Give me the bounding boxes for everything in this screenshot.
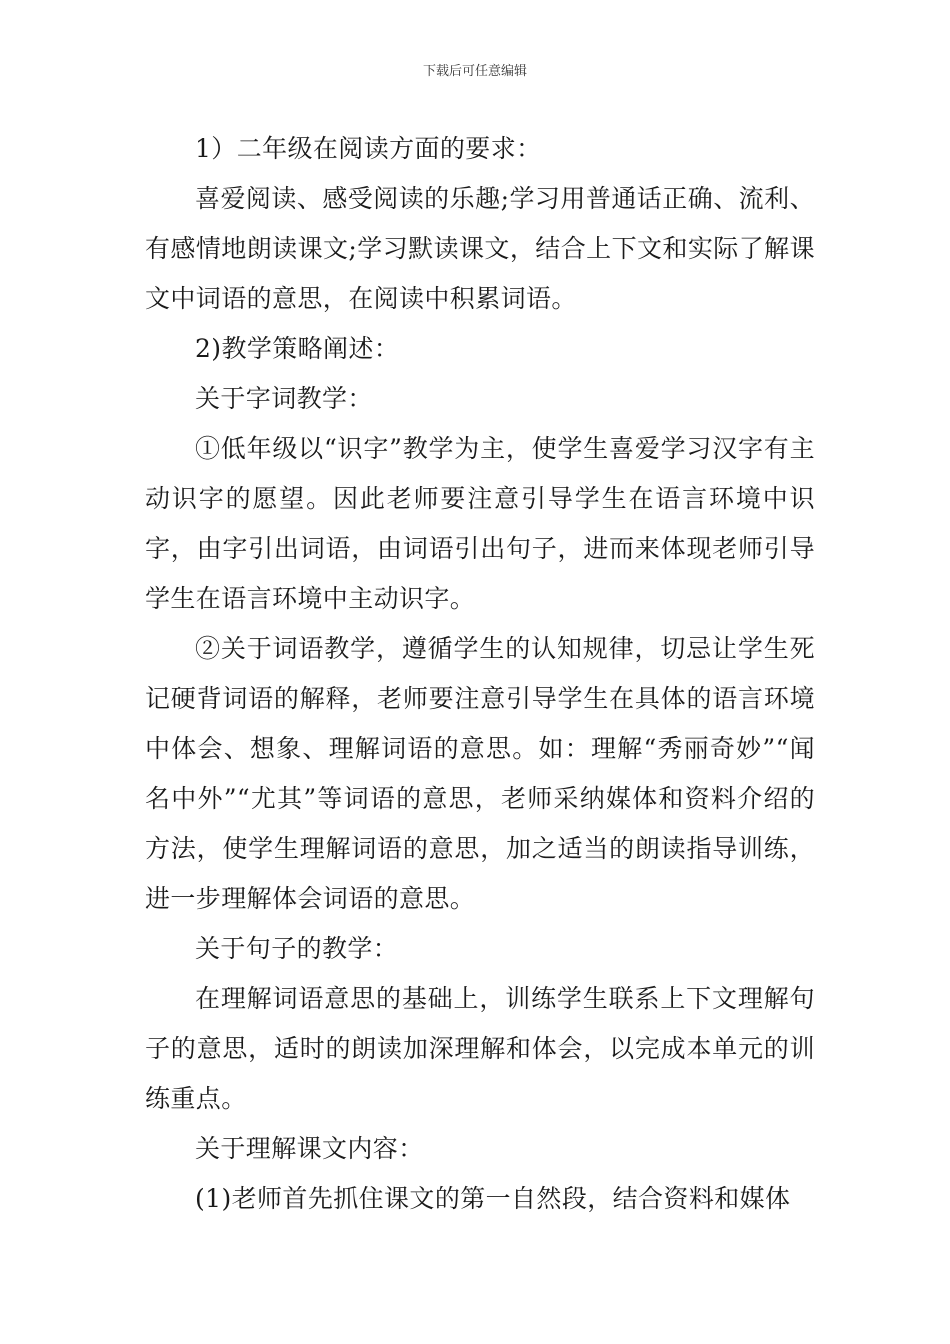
paragraph-text-content-heading: 关于理解课文内容： <box>195 1134 424 1163</box>
paragraph-sentence-teaching-heading: 关于句子的教学： <box>195 934 399 963</box>
paragraph-strategy-heading: 2)教学策略阐述： <box>195 334 400 363</box>
paragraph-word-teaching-heading: 关于字词教学： <box>195 384 373 413</box>
paragraph-literacy-teaching: ①低年级以“识字”教学为主，使学生喜爱学习汉字有主动识字的愿望。因此老师要注意引导学生在语言环境中识字，由字引出词语，由词语引出句子，进而来体现老师引导学生在语言环境中主动识字。 <box>145 434 815 613</box>
document-body <box>145 124 815 1224</box>
paragraph-text-content-step-1: (1)老师首先抓住课文的第一自然段，结合资料和媒体 <box>195 1184 791 1213</box>
paragraph-sentence-teaching: 在理解词语意思的基础上，训练学生联系上下文理解句子的意思，适时的朗读加深理解和体会，以完成本单元的训练重点。 <box>145 984 815 1113</box>
paragraph-reading-requirements: 喜爱阅读、感受阅读的乐趣;学习用普通话正确、流利、有感情地朗读课文;学习默读课文，结合上下文和实际了解课文中词语的意思，在阅读中积累词语。 <box>145 184 815 313</box>
page-header: 下载后可任意编辑 <box>422 64 527 79</box>
paragraph-vocabulary-teaching: ②关于词语教学，遵循学生的认知规律，切忌让学生死记硬背词语的解释，老师要注意引导学生在具体的语言环境中体会、想象、理解词语的意思。如：理解“秀丽奇妙”“闻名中外”“尤其”等词语的意思，老师采纳媒体和资料介绍的方法，使学生理解词语的意思，加之适当的朗读指导训练，进一步理解体会词语的意思。 <box>145 634 815 913</box>
paragraph-reading-requirements-heading: 1）二年级在阅读方面的要求： <box>195 134 542 163</box>
